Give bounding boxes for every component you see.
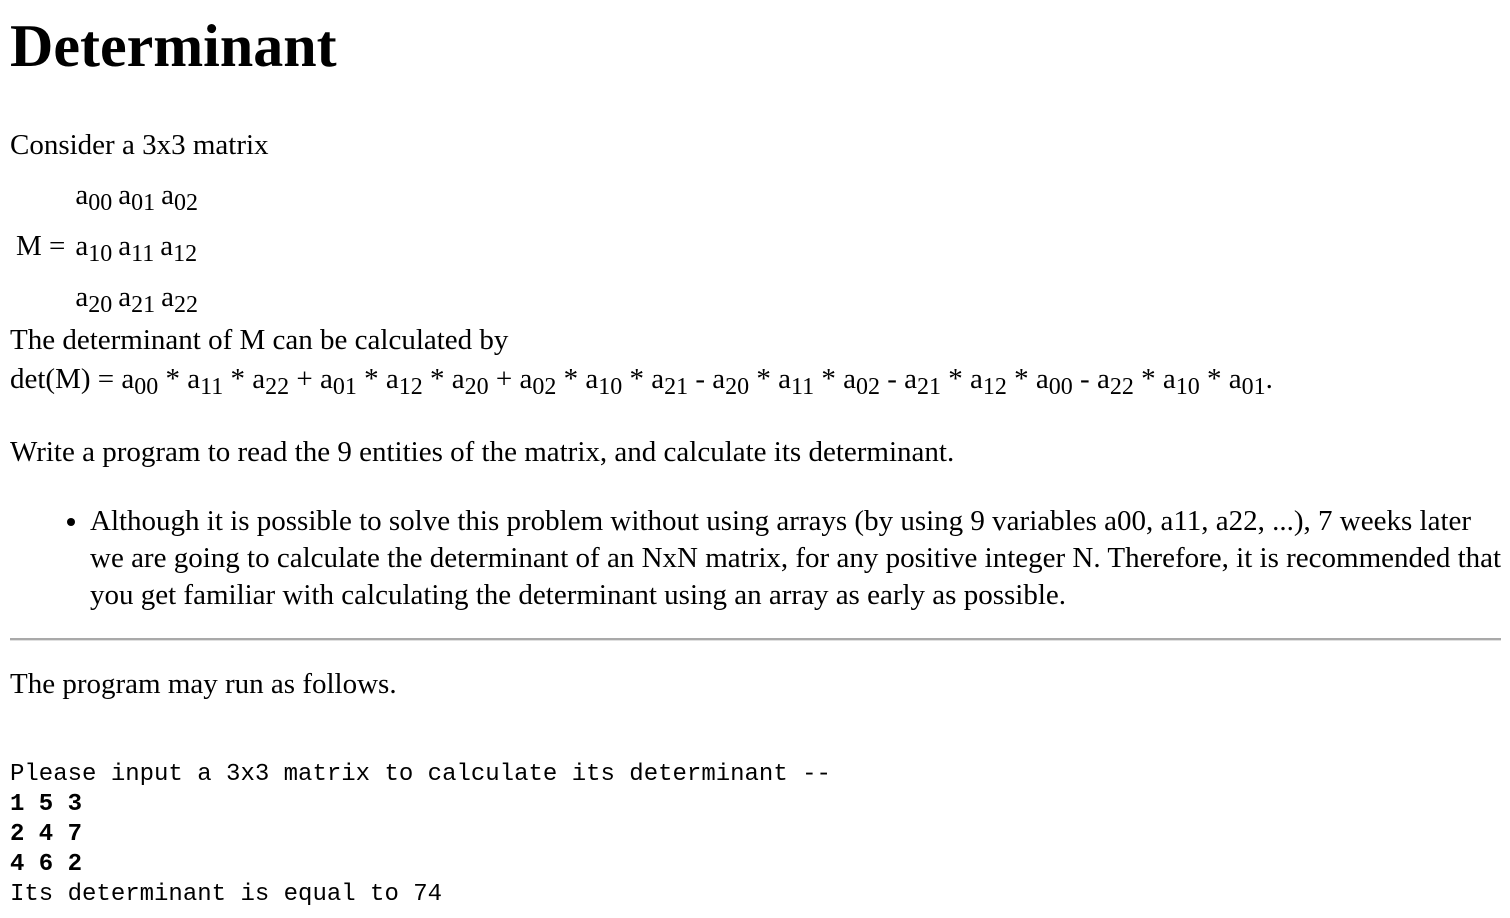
matrix-row-cells <box>71 272 208 323</box>
formula-factor: $a_{02}$ <box>519 363 557 400</box>
formula-factor: $a_{11}$ <box>187 363 224 400</box>
console-input-line: 4 6 2 <box>10 851 83 878</box>
console-output <box>10 760 831 910</box>
determinant-description: The determinant of M can be calculated by <box>10 324 509 356</box>
page-title: Determinant <box>10 13 337 79</box>
matrix-table <box>10 170 208 323</box>
matrix-entry: $a_{02}$ <box>161 179 199 217</box>
console-input-line: 1 5 3 <box>10 791 83 818</box>
matrix-entry: $a_{11}$ <box>118 230 155 268</box>
formula-factor: $a_{00}$ <box>1035 363 1073 400</box>
formula-factor: $a_{12}$ <box>970 363 1007 400</box>
formula-factor: $a_{02}$ <box>843 363 880 400</box>
console-prompt: Please input a 3x3 matrix to calculate its determinant -- <box>10 761 831 788</box>
horizontal-divider <box>10 638 1501 641</box>
console-input-line: 2 4 7 <box>10 821 83 848</box>
formula-factor: $a_{22}$ <box>1096 363 1134 400</box>
matrix-entry: $a_{00}$ <box>75 179 113 217</box>
formula-factor: $a_{21}$ <box>904 363 942 400</box>
console-result: Its determinant is equal to 74 <box>10 881 443 908</box>
formula-factor: $a_{01}$ <box>1228 363 1266 400</box>
matrix-row-cells <box>71 221 208 272</box>
formula-factor: $a_{10}$ <box>585 363 623 400</box>
matrix-label: M = <box>16 230 66 263</box>
matrix-entry: $a_{21}$ <box>118 281 156 319</box>
formula-factor: $a_{00}$ <box>121 363 159 400</box>
matrix-entry: $a_{20}$ <box>75 281 113 319</box>
matrix-entry: $a_{01}$ <box>118 179 156 217</box>
formula-factor: $a_{11}$ <box>778 363 815 400</box>
formula-factor: $a_{12}$ <box>385 363 423 400</box>
task-text: Write a program to read the 9 entities of the matrix, and calculate its determinant. <box>10 436 955 468</box>
matrix-label-cell-empty <box>10 272 71 323</box>
matrix-label-cell-empty <box>10 170 71 221</box>
matrix-row <box>10 272 208 323</box>
matrix-entry: $a_{10}$ <box>75 230 113 268</box>
formula-factor: $a_{21}$ <box>651 363 689 400</box>
run-description: The program may run as follows. <box>10 668 397 700</box>
matrix-row-cells <box>71 170 208 221</box>
formula-factor: $a_{20}$ <box>712 363 750 400</box>
matrix-entry: $a_{22}$ <box>161 281 199 319</box>
formula-factor: $a_{01}$ <box>319 363 357 400</box>
formula-factor: $a_{10}$ <box>1162 363 1200 400</box>
matrix-row <box>10 170 208 221</box>
determinant-formula: $\det(M) = a_{00} * a_{11} * a_{22} + a_{01} * a_{12} * a_{20} + a_{02} * a_{10} * a_{21} - a_{20} * a_{11} * a_{02} - a_{21} * a_{12} * a_{00} - a_{22} * a_{10} * a_{01}$. <box>10 363 1273 400</box>
formula-factor: $a_{20}$ <box>451 363 489 400</box>
note-item: • Although it is possible to solve this problem without using arrays (by using 9 variables a00, a11, a22, ...), 7 weeks later we are going to calculate the determinant of an NxN matrix, for any positive integer N. Therefore, it is recommended that you get familiar with calculating the determinant using an array as early as possible. <box>90 503 1505 614</box>
notes-list <box>10 503 1505 614</box>
matrix-row <box>10 221 208 272</box>
formula-factor: $a_{22}$ <box>252 363 290 400</box>
intro-text: Consider a 3x3 matrix <box>10 129 269 161</box>
matrix-entry: $a_{12}$ <box>160 230 198 268</box>
